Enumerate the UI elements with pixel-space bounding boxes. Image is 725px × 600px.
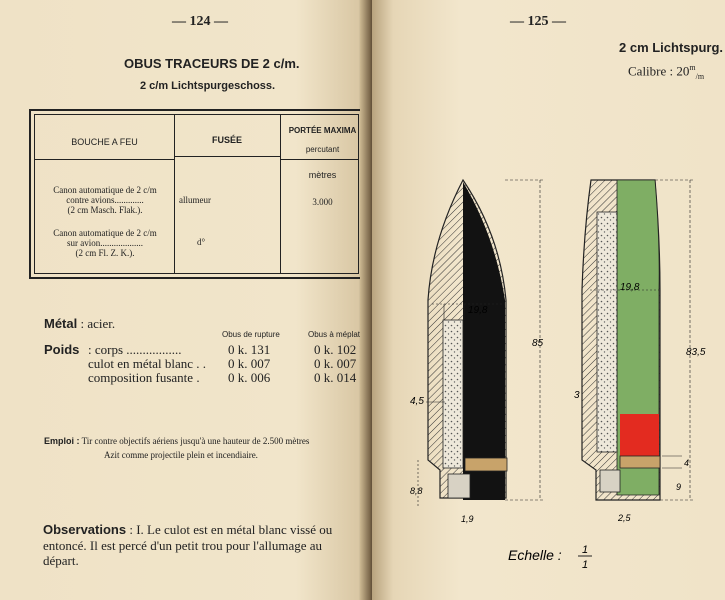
header-bouche: BOUCHE A FEU [71,137,138,147]
row2-fusee: d° [197,237,206,247]
poids-row-meplat: 0 k. 014 [314,370,357,385]
band-left [465,458,507,471]
table-row: Canon automatique de 2 c/m contre avions............. (2 cm Masch. Flak.). [53,185,157,215]
poids-row-name: : corps ................. [88,342,182,357]
dim-diameter-right: 19,8 [620,282,640,293]
base-left [448,474,470,498]
poids-row-rupture: 0 k. 131 [228,342,271,357]
poids-row-rupture: 0 k. 007 [228,356,271,371]
poids-row-meplat: 0 k. 007 [314,356,357,371]
poids-row-name: culot en métal blanc . . [88,356,207,371]
filler-right [597,212,617,452]
dim-base-right: 9 [676,482,682,492]
dim-height-left: 85 [532,338,544,349]
col-rupture: Obus de rupture [222,330,280,339]
base-right [600,470,620,492]
metal-line: Métal : acier. [44,316,116,331]
dim-band-right: 4 [684,458,690,468]
observations-line1: Observations : I. Le culot est en métal blanc vissé ou [43,522,333,537]
row1-portee: 3.000 [312,197,333,207]
calibre-line: Calibre : $20^m_{/m}$ [628,63,705,81]
header-portee: PORTÉE MAXIMA [288,126,357,135]
observations-line3: départ. [43,553,79,568]
black-tracer-fill [463,182,505,500]
col-meplat: Obus à méplat [308,330,361,339]
poids-row-meplat: 0 k. 102 [314,342,357,357]
shell-left [410,180,545,524]
filler-left [443,320,463,468]
table-row: Canon automatique de 2 c/m sur avion................... (2 cm Fl. Z. K.). [53,228,157,258]
svg-text:1: 1 [582,559,589,571]
row1-fusee: allumeur [179,195,211,205]
header-fusee: FUSÉE [211,135,242,145]
page-number-left: — 124 — [172,14,228,29]
dim-height-right: 83,5 [686,347,706,358]
dim-bottom-left: 1,9 [461,514,474,524]
band-right [620,456,660,468]
poids-row-name: composition fusante . [88,370,200,385]
observations-line2: entoncé. Il est percé d'un petit trou pour l'allumage au [43,538,323,553]
emploi-line: Emploi : Tir contre objectifs aériens jusqu'à une hauteur de 2.500 mètres [44,436,310,446]
svg-text:1: 1 [582,544,589,556]
svg-text:Echelle :: Echelle : [508,547,562,563]
page-subtitle: 2 c/m Lichtspurgeschoss. [140,80,276,92]
dim-diameter-left: 19,8 [468,305,488,316]
dim-wall-left: 4,5 [410,396,424,407]
dim-bottom-right: 2,5 [618,513,631,523]
header-portee-unit: mètres [308,170,337,180]
header-portee-sub: percutant [305,145,340,154]
dim-base-left: 8,8 [410,486,423,496]
poids-row-rupture: 0 k. 006 [228,370,271,385]
shell-right [574,180,706,523]
red-tracer-fill [620,414,659,456]
poids-label: Poids [44,342,80,357]
right-page-title: 2 cm Lichtspurg. [619,40,724,55]
page-title: OBUS TRACEURS DE 2 c/m. [124,56,300,71]
page-number-right: — 125 — [510,14,566,29]
scale-label [508,544,592,571]
dim-wall-right: 3 [574,390,580,401]
emploi-line2: Azit comme projectile plein et incendiaire. [104,450,258,460]
